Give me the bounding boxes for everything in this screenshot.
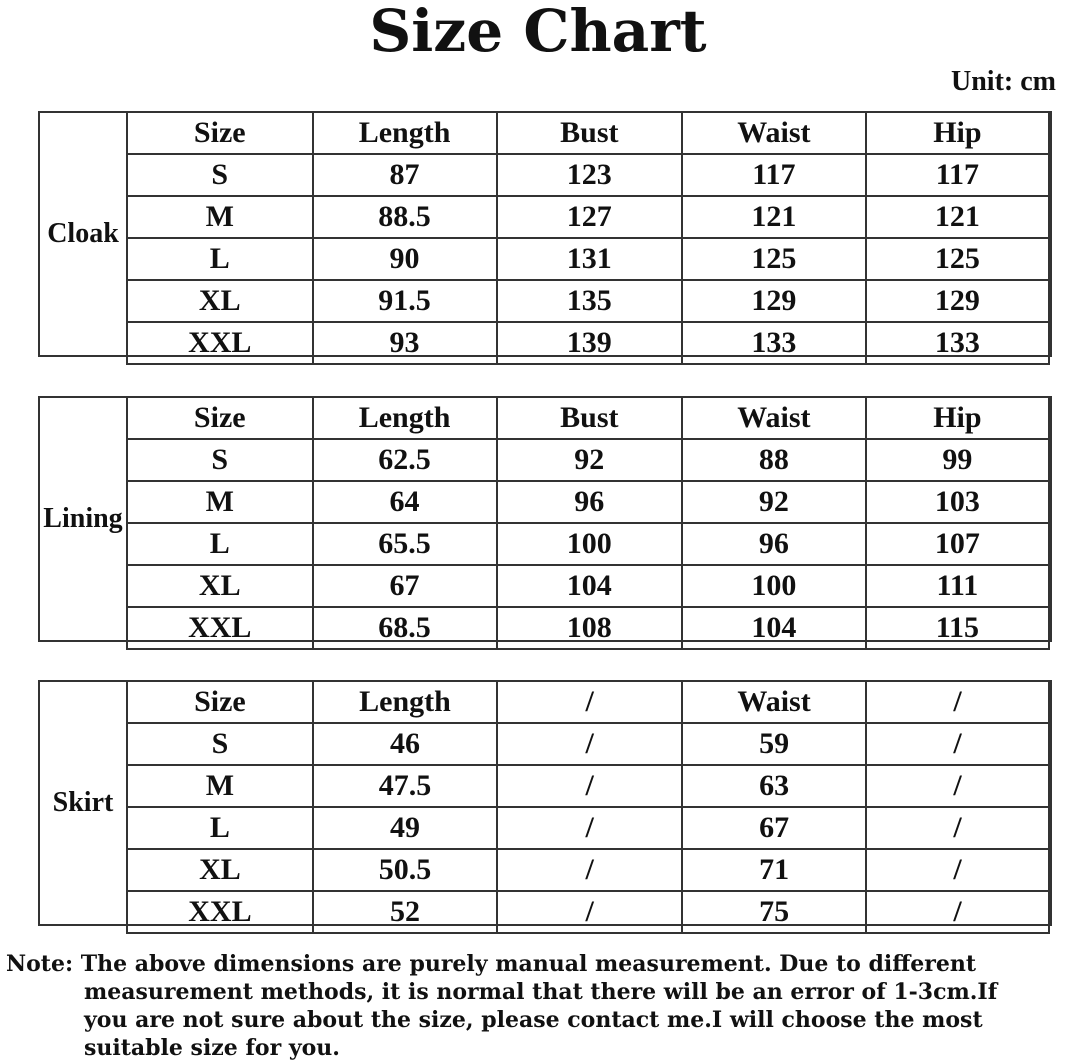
value-cell: 107 bbox=[866, 523, 1049, 565]
value-cell: 96 bbox=[497, 481, 682, 523]
column-header: Bust bbox=[497, 112, 682, 154]
table-row bbox=[127, 765, 1049, 807]
size-cell: S bbox=[127, 154, 313, 196]
value-cell: 59 bbox=[682, 723, 866, 765]
table-row bbox=[127, 481, 1049, 523]
size-cell: XL bbox=[127, 565, 313, 607]
value-cell: / bbox=[497, 891, 682, 933]
unit-label: Unit: cm bbox=[951, 66, 1056, 97]
size-table-grid bbox=[126, 111, 1050, 365]
value-cell: 129 bbox=[682, 280, 866, 322]
value-cell: 68.5 bbox=[313, 607, 497, 649]
table-row bbox=[127, 807, 1049, 849]
value-cell: 100 bbox=[497, 523, 682, 565]
value-cell: 121 bbox=[682, 196, 866, 238]
header-row bbox=[127, 681, 1049, 723]
value-cell: 64 bbox=[313, 481, 497, 523]
value-cell: 104 bbox=[497, 565, 682, 607]
column-header: Size bbox=[127, 397, 313, 439]
value-cell: 131 bbox=[497, 238, 682, 280]
column-header: Size bbox=[127, 112, 313, 154]
column-header: Hip bbox=[866, 112, 1049, 154]
size-cell: M bbox=[127, 765, 313, 807]
note-line: you are not sure about the size, please contact me.I will choose the most bbox=[84, 1007, 983, 1033]
column-header: Length bbox=[313, 112, 497, 154]
value-cell: 99 bbox=[866, 439, 1049, 481]
value-cell: 103 bbox=[866, 481, 1049, 523]
skirt-size-table bbox=[38, 680, 1052, 926]
value-cell: 121 bbox=[866, 196, 1049, 238]
value-cell: 108 bbox=[497, 607, 682, 649]
column-header: Hip bbox=[866, 397, 1049, 439]
value-cell: / bbox=[497, 723, 682, 765]
table-row bbox=[127, 849, 1049, 891]
value-cell: 127 bbox=[497, 196, 682, 238]
size-cell: XXL bbox=[127, 322, 313, 364]
value-cell: 139 bbox=[497, 322, 682, 364]
size-table-grid bbox=[126, 680, 1050, 934]
value-cell: 92 bbox=[682, 481, 866, 523]
size-cell: XXL bbox=[127, 891, 313, 933]
value-cell: / bbox=[497, 765, 682, 807]
column-header: / bbox=[866, 681, 1049, 723]
value-cell: 117 bbox=[682, 154, 866, 196]
value-cell: 88 bbox=[682, 439, 866, 481]
value-cell: 87 bbox=[313, 154, 497, 196]
column-header: Bust bbox=[497, 397, 682, 439]
size-cell: S bbox=[127, 723, 313, 765]
size-cell: XL bbox=[127, 849, 313, 891]
value-cell: / bbox=[866, 723, 1049, 765]
value-cell: 133 bbox=[866, 322, 1049, 364]
note-line: Note: The above dimensions are purely manual measurement. Due to different bbox=[6, 951, 977, 977]
column-header: Length bbox=[313, 681, 497, 723]
size-cell: XL bbox=[127, 280, 313, 322]
table-row bbox=[127, 280, 1049, 322]
value-cell: 67 bbox=[313, 565, 497, 607]
value-cell: 65.5 bbox=[313, 523, 497, 565]
table-row bbox=[127, 439, 1049, 481]
value-cell: 117 bbox=[866, 154, 1049, 196]
size-table-grid bbox=[126, 396, 1050, 650]
section-label: Cloak bbox=[47, 218, 119, 249]
header-row bbox=[127, 397, 1049, 439]
measurement-note bbox=[6, 950, 1066, 1062]
value-cell: 50.5 bbox=[313, 849, 497, 891]
size-cell: M bbox=[127, 196, 313, 238]
value-cell: 46 bbox=[313, 723, 497, 765]
column-header: Length bbox=[313, 397, 497, 439]
value-cell: 125 bbox=[682, 238, 866, 280]
value-cell: 104 bbox=[682, 607, 866, 649]
value-cell: 100 bbox=[682, 565, 866, 607]
size-cell: L bbox=[127, 523, 313, 565]
value-cell: 47.5 bbox=[313, 765, 497, 807]
value-cell: 123 bbox=[497, 154, 682, 196]
column-header: Waist bbox=[682, 112, 866, 154]
size-cell: M bbox=[127, 481, 313, 523]
value-cell: 133 bbox=[682, 322, 866, 364]
table-row bbox=[127, 523, 1049, 565]
table-row bbox=[127, 238, 1049, 280]
column-header: Waist bbox=[682, 681, 866, 723]
note-line: measurement methods, it is normal that there will be an error of 1-3cm.If bbox=[84, 979, 998, 1005]
value-cell: / bbox=[497, 807, 682, 849]
size-cell: L bbox=[127, 238, 313, 280]
table-row bbox=[127, 322, 1049, 364]
value-cell: 52 bbox=[313, 891, 497, 933]
header-row bbox=[127, 112, 1049, 154]
size-cell: S bbox=[127, 439, 313, 481]
table-row bbox=[127, 891, 1049, 933]
value-cell: / bbox=[866, 765, 1049, 807]
section-label: Skirt bbox=[52, 787, 114, 818]
value-cell: 63 bbox=[682, 765, 866, 807]
value-cell: 90 bbox=[313, 238, 497, 280]
value-cell: 71 bbox=[682, 849, 866, 891]
value-cell: 88.5 bbox=[313, 196, 497, 238]
column-header: / bbox=[497, 681, 682, 723]
value-cell: 91.5 bbox=[313, 280, 497, 322]
value-cell: / bbox=[866, 891, 1049, 933]
value-cell: 129 bbox=[866, 280, 1049, 322]
value-cell: 125 bbox=[866, 238, 1049, 280]
section-label: Lining bbox=[43, 503, 123, 534]
value-cell: 115 bbox=[866, 607, 1049, 649]
table-row bbox=[127, 196, 1049, 238]
size-cell: L bbox=[127, 807, 313, 849]
column-header: Waist bbox=[682, 397, 866, 439]
value-cell: 93 bbox=[313, 322, 497, 364]
value-cell: 111 bbox=[866, 565, 1049, 607]
lining-size-table bbox=[38, 396, 1052, 642]
table-row bbox=[127, 565, 1049, 607]
value-cell: 49 bbox=[313, 807, 497, 849]
value-cell: 67 bbox=[682, 807, 866, 849]
value-cell: 96 bbox=[682, 523, 866, 565]
page-title: Size Chart bbox=[369, 0, 707, 65]
cloak-size-table bbox=[38, 111, 1052, 357]
value-cell: / bbox=[866, 807, 1049, 849]
value-cell: 62.5 bbox=[313, 439, 497, 481]
value-cell: 75 bbox=[682, 891, 866, 933]
value-cell: / bbox=[866, 849, 1049, 891]
value-cell: / bbox=[497, 849, 682, 891]
column-header: Size bbox=[127, 681, 313, 723]
value-cell: 92 bbox=[497, 439, 682, 481]
table-row bbox=[127, 154, 1049, 196]
note-line: suitable size for you. bbox=[84, 1035, 340, 1061]
table-row bbox=[127, 723, 1049, 765]
value-cell: 135 bbox=[497, 280, 682, 322]
size-cell: XXL bbox=[127, 607, 313, 649]
table-row bbox=[127, 607, 1049, 649]
